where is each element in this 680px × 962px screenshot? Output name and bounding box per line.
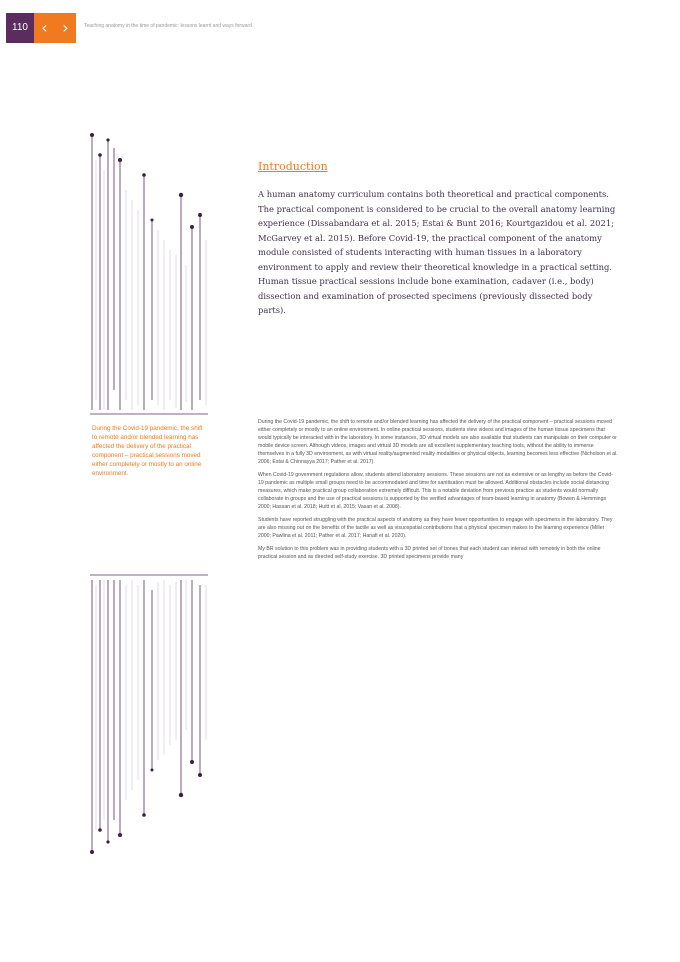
main-content (258, 160, 618, 318)
body-paragraph: During the Covid-19 pandemic, the shift to remote and/or blended learning has affected the delivery of the practical component – practical sessions moved either completely or mostly to an online environment. In online practical sessions, students view videos and images of the human tissue specimens that would typically be interacted with in the laboratory. In some instances, 3D virtual models are also available that students can manipulate on their computer or mobile device screen. Although videos, images and virtual 3D models are all excellent supplementary teaching tools, without the ability to immerse themselves in a fully 3D environment, as with virtual reality/augmented reality modalities or physical objects, learning becomes less effective (Nicholson et al. 2006; Estai & Chinnayya 2017; Pather et al. 2017). (258, 419, 618, 465)
decorative-lines-graphic (80, 130, 220, 860)
body-paragraph: When Covid-19 government regulations allow, students attend laboratory sessions. These sessions are not as extensive or as lengthy as before the Covid-19 pandemic as multiple small groups need to be accommodated and time for sanitisation must be allowed. Additional obstacles include social distancing measures, which make practical group collaboration extremely difficult. This is a notable deviation from previous practice as students would normally collaborate in groups and the use of practical sessions is supported by the verified advantages of team-based learning in anatomy (Bowen & Hemmings 2000; Hassan et al. 2018; Huitt et al. 2015; Vasan et al. 2008). (258, 472, 613, 510)
top-bar (0, 0, 680, 44)
page-number: 110 (6, 13, 34, 43)
body-paragraph: My BR solution to this problem was in providing students with a 3D printed set of bones that each student can interact with remotely in both the online practical session and as directed self-study exercise. 3D printed specimens provide many (258, 546, 601, 560)
running-head: Teaching anatomy in the time of pandemic: lessons learnt and ways forward (84, 23, 252, 29)
chevron-left-icon[interactable]: ‹ (41, 18, 48, 37)
body-paragraph: Students have reported struggling with the practical aspects of anatomy as they have fewer opportunities to engage with specimens in the laboratory. They are also missing out on the benefits of the tactile as well as visuospatial contributions that a physical specimen makes to the learning experience (Miller 2000; Pawlina et al. 2011; Pather et al. 2017; Hanafi et al. 2020). (258, 517, 613, 539)
intro-paragraph: A human anatomy curriculum contains both theoretical and practical components. The practical component is considered to be crucial to the overall anatomy learning experience (Dissabandara et al. 2015; Estai & Bunt 2016; Kourtgazidou et al. 2021; McGarvey et al. 2015). Before Covid-19, the practical component of the anatomy module consisted of students interacting with human tissues in a laboratory environment to apply and review their theoretical knowledge in a practical setting. Human tissue practical sessions include bone examination, cadaver (i.e., body) dissection and examination of prosected specimens (previously dissected body parts). (258, 189, 616, 315)
chevron-right-icon[interactable]: › (62, 18, 69, 37)
page-navigation (34, 13, 76, 43)
section-title: Introduction (258, 160, 328, 173)
sidebar-pull-quote: During the Covid-19 pandemic, the shift to remote and/or blended learning has affected the delivery of the practical component – practical sessions moved either completely or mostly to an online environment. (92, 425, 203, 477)
body-text (258, 418, 618, 566)
